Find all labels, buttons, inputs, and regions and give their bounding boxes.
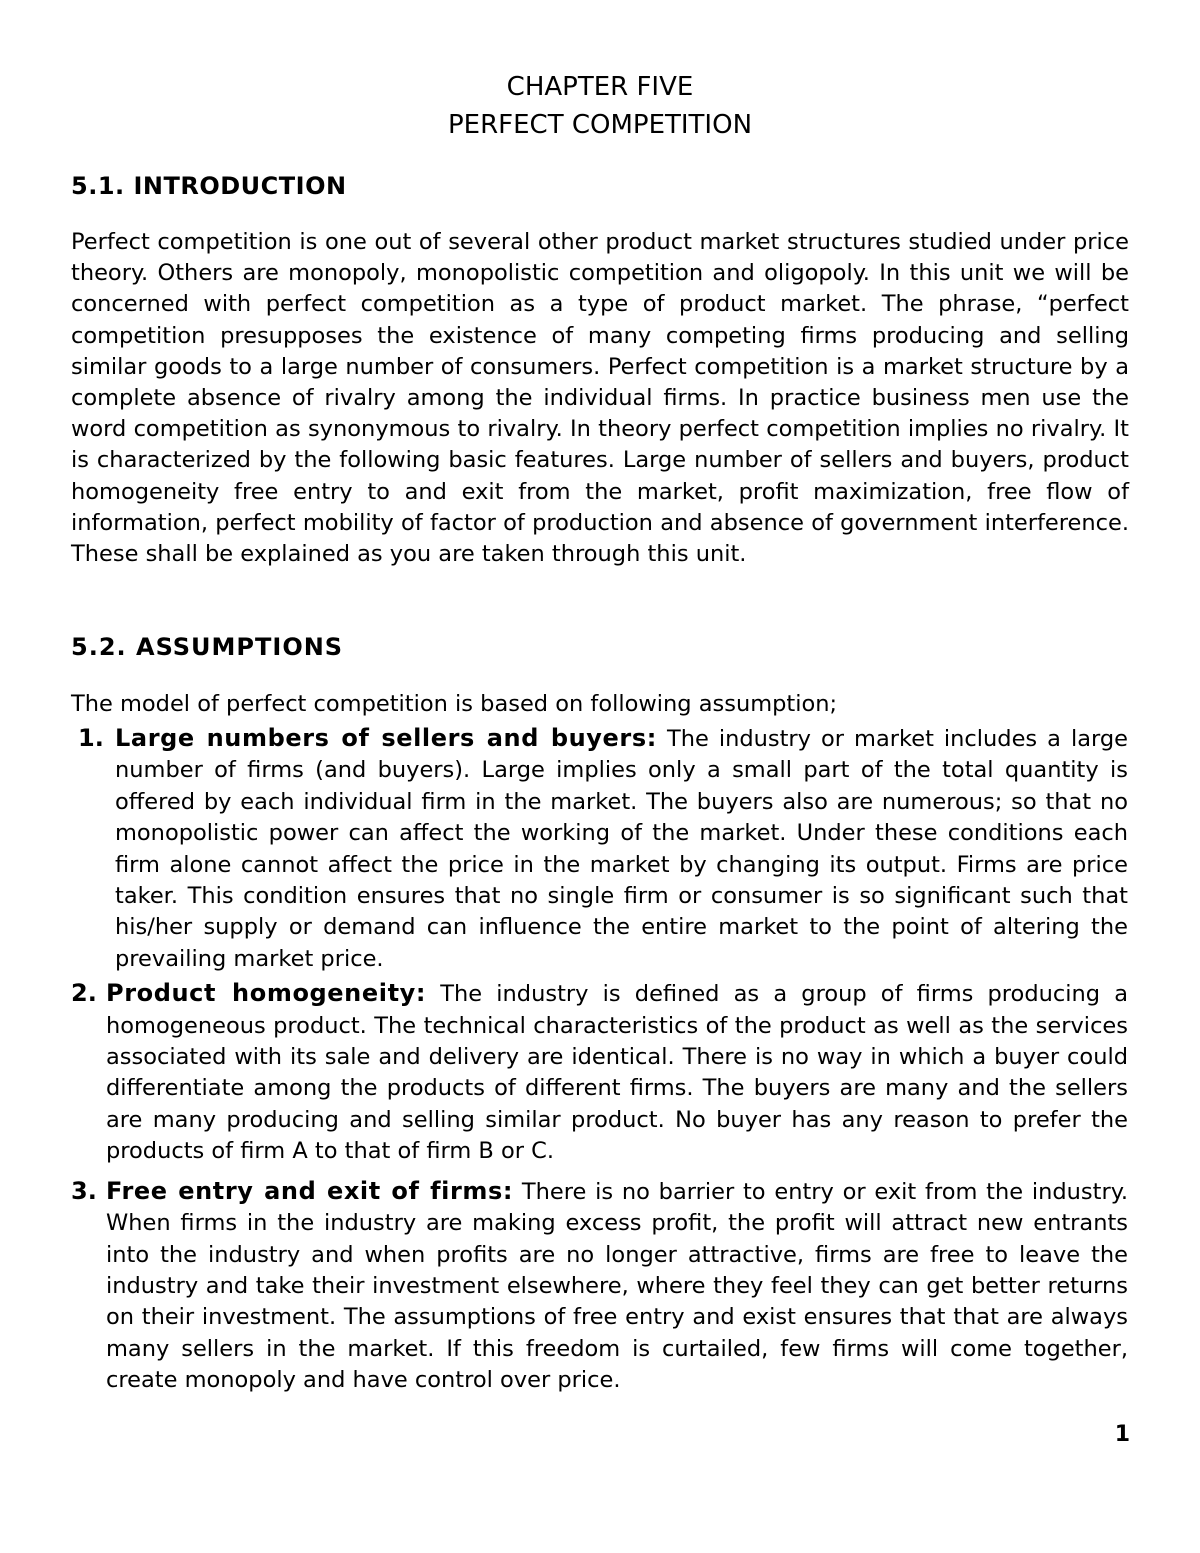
page-number: 1 (1114, 1422, 1130, 1447)
assumptions-list (0, 723, 1200, 1397)
list-item-text: The industry or market includes a large number of firms (and buyers). Large implies only a small part of the total quantity is offered by each individual firm in the market. The buyers also are numerous; so that no monopolistic power can affect the working of the market. Under these conditions each firm alone cannot affect the price in the market by changing its output. Firms are price taker. This condition ensures that no single firm or consumer is so significant such that his/her supply or demand can influence the entire market to the point of altering the prevailing market price. (115, 726, 1128, 972)
assumptions-lead: The model of perfect competition is based on following assumption; (71, 691, 838, 717)
list-item-number: 2. (71, 979, 97, 1008)
section-heading-assumptions: 5.2. ASSUMPTIONS (71, 633, 344, 661)
list-item-text: There is no barrier to entry or exit from the industry. When firms in the industry are making excess profit, the profit will attract new entrants into the industry and when profits are no longer attractive, firms are free to leave the industry and take their investment elsewhere, where they feel they can get better returns on their investment. The assumptions of free entry and exist ensures that that are always many sellers in the market. If this freedom is curtailed, few firms will come together, create monopoly and have control over price. (106, 1178, 1128, 1394)
list-item (0, 978, 1128, 1167)
chapter-label: CHAPTER FIVE (506, 72, 694, 102)
section-heading-introduction: 5.1. INTRODUCTION (71, 172, 347, 200)
list-item-title: Large numbers of sellers and buyers: (115, 724, 657, 752)
list-item-number: 1. (78, 724, 104, 752)
list-item-title: Product homogeneity: (106, 979, 427, 1008)
list-item (0, 723, 1128, 975)
list-item (0, 1176, 1128, 1397)
list-item-number: 3. (71, 1176, 97, 1205)
introduction-paragraph: Perfect competition is one out of several other product market structures studied under price theory. Others are monopoly, monopolistic competition and oligopoly. In this unit we will be concerned with perfect competition as a type of product market. The phrase, “perfect competition presupposes the existence of many competing firms producing and selling similar goods to a large number of consumers. Perfect competition is a market structure by a complete absence of rivalry among the individual firms. In practice business men use the word competition as synonymous to rivalry. In theory perfect competition implies no rivalry. It is characterized by the following basic features. Large number of sellers and buyers, product homogeneity free entry to and exit from the market, profit maximization, free flow of information, perfect mobility of factor of production and absence of government interference. These shall be explained as you are taken through this unit. (71, 229, 1129, 568)
page-title: PERFECT COMPETITION (447, 110, 753, 140)
list-item-title: Free entry and exit of firms: (106, 1176, 514, 1205)
list-item-text: The industry is defined as a group of firms producing a homogeneous product. The technical characteristics of the product as well as the services associated with its sale and delivery are identical. There is no way in which a buyer could differentiate among the products of different firms. The buyers are many and the sellers are many producing and selling similar product. No buyer has any reason to prefer the products of firm A to that of firm B or C. (106, 981, 1128, 1165)
